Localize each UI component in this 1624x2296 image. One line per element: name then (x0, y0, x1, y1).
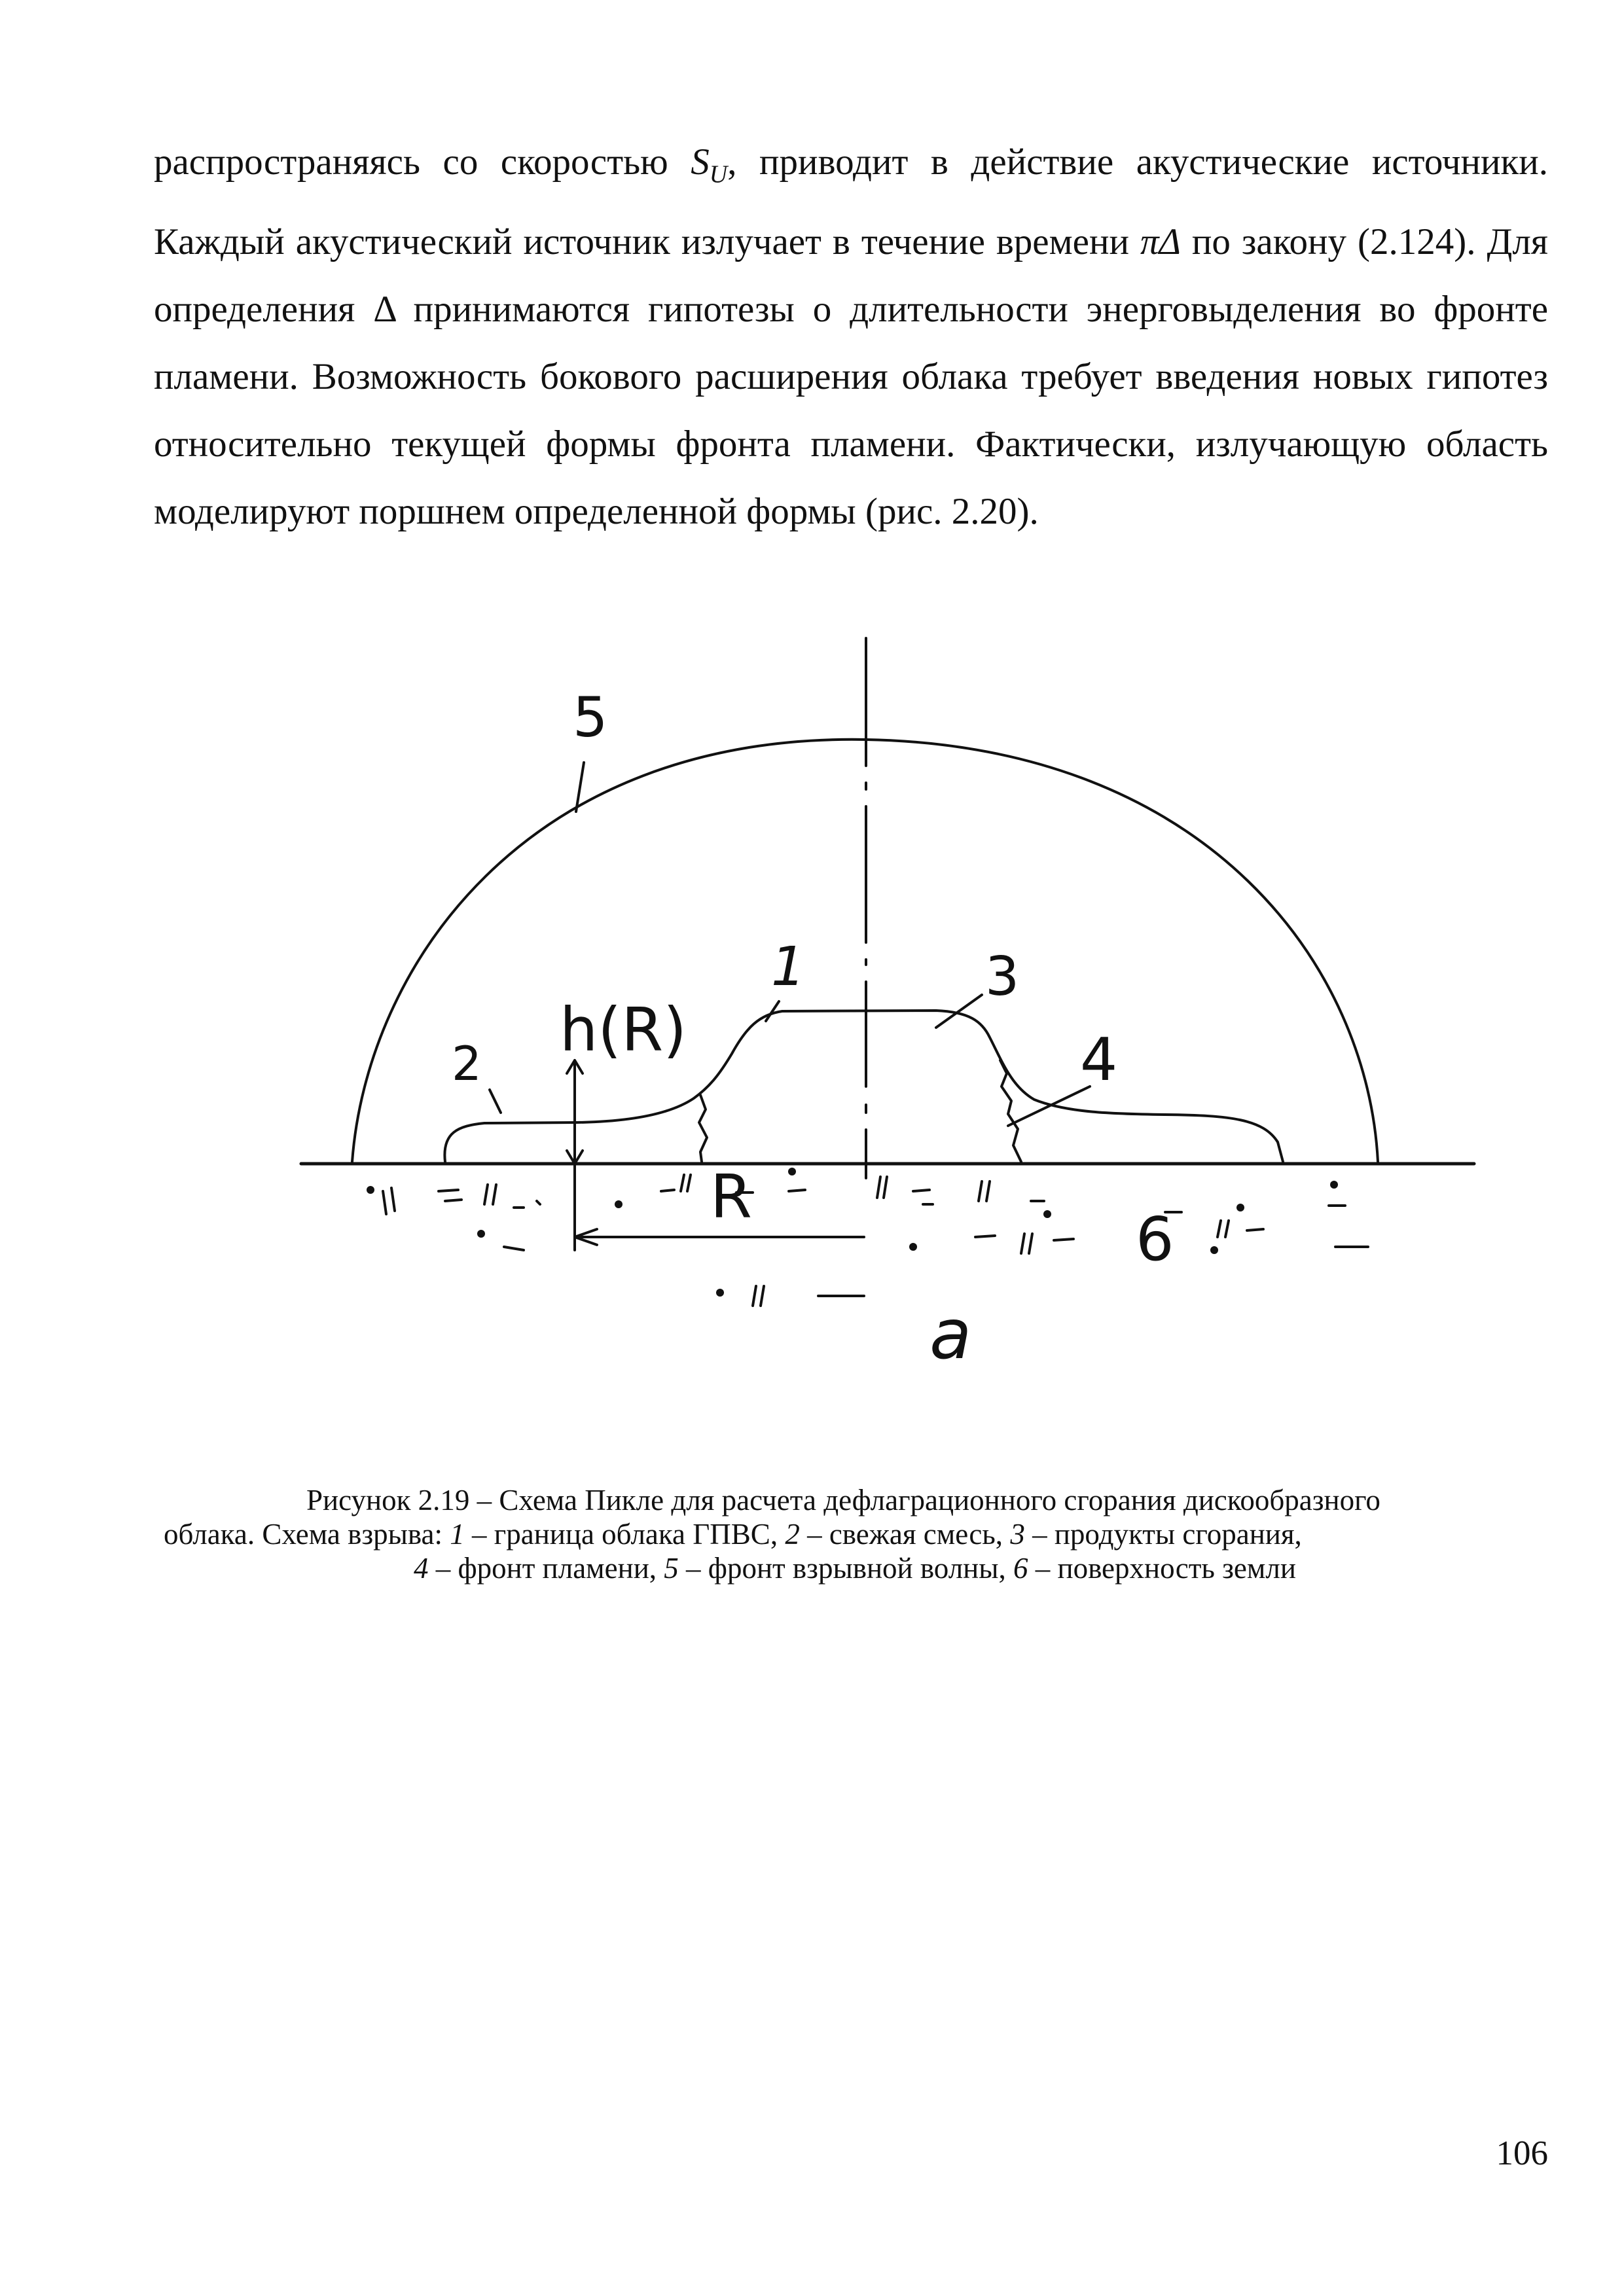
caption-line-3: 4 – фронт пламени, 5 – фронт взрывной волны, 6 – поверхность земли (414, 1552, 1296, 1585)
label-6: 6 (1136, 1204, 1174, 1274)
page-number: 106 (1496, 2134, 1548, 2172)
label-5: 5 (573, 685, 608, 749)
label-2: 2 (452, 1036, 482, 1091)
ground-texture (383, 1175, 1368, 1306)
label-a: a (929, 1295, 972, 1374)
text-run: , приводит в действие акустические источники. Каждый акустический источник излучает в течение времени (154, 141, 1548, 263)
figure-2-19 (0, 628, 1624, 1440)
text-run: по закону (2.124). Для определения Δ принимаются гипотезы о длительности энерговыделения во фронте пламени. Возможность бокового расширения облака требует введения новых гипотез относительно текущей формы фронта пламени. Фактически, излучающую область моделируют поршнем определенной формы (рис. 2.20). (154, 221, 1548, 533)
caption-line-2: облака. Схема взрыва: 1 – граница облака ГПВС, 2 – свежая смесь, 3 – продукты сгорания, (164, 1518, 1302, 1551)
text-run: распространяясь со скоростью (154, 141, 691, 183)
label-3: 3 (985, 946, 1020, 1008)
h-arrow (567, 1060, 583, 1164)
leader-4 (1008, 1086, 1090, 1126)
caption-line-1: Рисунок 2.19 – Схема Пикле для расчета дефлаграционного сгорания дискообразного (306, 1484, 1380, 1516)
label-1: 1 (771, 936, 806, 998)
leader-2 (490, 1090, 501, 1113)
label-4: 4 (1080, 1026, 1118, 1094)
flame-front-left (699, 1095, 707, 1162)
body-paragraph (154, 128, 1548, 545)
figure-caption (164, 1483, 1538, 1585)
blast-wave-front (352, 740, 1378, 1162)
su-symbol: $S_U$ (691, 141, 728, 188)
ground-dots (367, 1168, 1338, 1297)
paragraph (154, 128, 1548, 545)
scheme-drawing (0, 628, 1624, 1440)
label-r: R (710, 1162, 752, 1232)
label-h-of-r: h(R) (560, 995, 687, 1065)
pi-delta-symbol: πΔ (1140, 221, 1181, 263)
